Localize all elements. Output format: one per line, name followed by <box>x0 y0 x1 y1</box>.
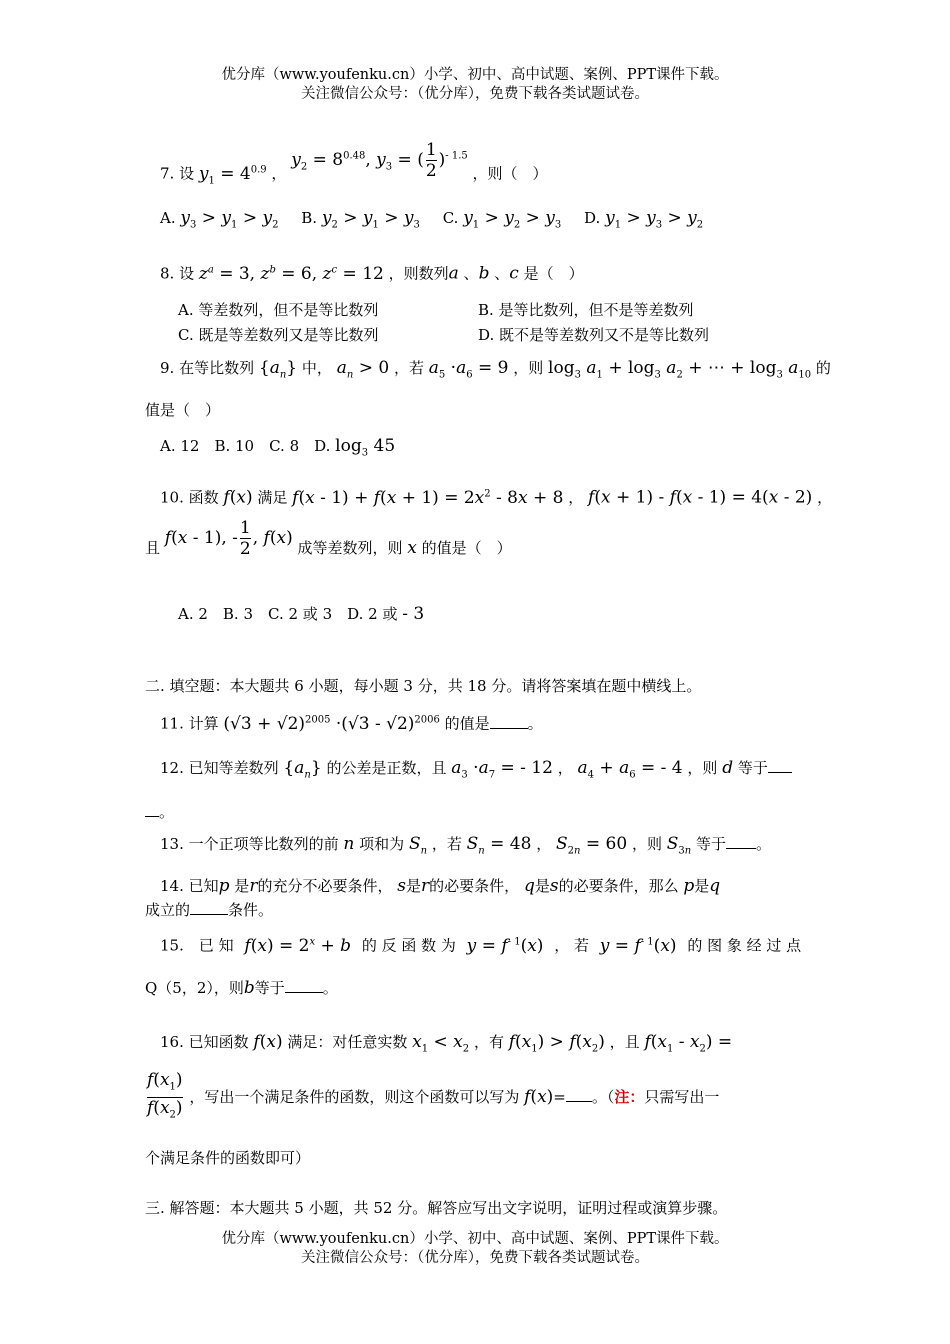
q10-line-2: 且 f(x - 1), - $\frac{1}{2}$ , f(x) 成等差数列，则 x 的值是（ ） <box>145 518 512 559</box>
question-13: 13. 一个正项等比数列的前 n 项和为 $S_n$ ，若 $S_n = 48$ ， $S_{2n} = 60$ ，则 $S_{3n}$ 等于 。 <box>160 834 772 857</box>
section-2-heading: 二. 填空题：本大题共 6 小题，每小题 3 分，共 18 分。请将答案填在题中横线上。 <box>145 677 702 695</box>
question-11: 11. 计算 $(√3 + √2)^{2005} \cdot(√3 - √2)^{2006}$ 的值是 。 <box>160 713 543 734</box>
q16-note-label: 注： <box>614 1087 645 1106</box>
q7-option-c: $y_1 > y_2 > y_3$ <box>463 208 562 231</box>
question-7-options: A. $y_3 > y_1 > y_2$ B. $y_2 > y_1 > y_3$ C. $y_1 > y_2 > y_3$ D. $y_1 > y_3 > y_2$ <box>160 208 704 231</box>
q12-line-2: 。 <box>145 800 174 824</box>
q8-option-b: B. 是等比数列，但不是等差数列 <box>478 301 694 319</box>
q10-equation-1: $f(x - 1) + f(x + 1) = 2x^2 - 8x + 8$ <box>292 487 564 508</box>
question-16: 16. 已知函数 f(x) 满足：对任意实数 $x_1 < x_2$ ，有 $f(x_1) > f(x_2)$ ，且 $f(x_1 - x_2)$ = <box>160 1032 733 1055</box>
q7-option-d: $y_1 > y_3 > y_2$ <box>605 208 704 231</box>
q8-option-d: D. 既不是等差数列又不是等比数列 <box>478 326 710 344</box>
question-15: 15. 已 知 $f(x) = 2^x + b$ 的 反 函 数 为 $y = f^{- 1}(x)$ ， 若 $y = f^{- 1}(x)$ 的 图 象 经 过 点 <box>160 935 802 956</box>
q7-y2-y3: $y_2 = 8^{0.48}$, $y_3$ = ( $\frac{1}{2}$ )$^{- 1.5}$ <box>291 139 468 181</box>
question-12: 12. 已知等差数列 $\{a_n\}$ 的公差是正数，且 $a_3 \cdot a_7$ = - 12 ， $a_4 + a_6$ = - 4 ，则 d 等于 <box>160 756 792 787</box>
q10-fraction-half: $\frac{1}{2}$ <box>239 518 251 559</box>
q8-condition: $z^a = 3$, $z^b = 6$, $z^c = 12$ <box>198 263 384 284</box>
question-8: 8. 设 $z^a = 3$, $z^b = 6$, $z^c = 12$ ，则数列a 、b 、c 是（ ） <box>160 263 584 284</box>
q7-option-a: $y_3 > y_1 > y_2$ <box>180 208 279 231</box>
q11-expression: $(√3 + √2)^{2005} \cdot(√3 - √2)^{2006}$ <box>223 713 440 734</box>
q9-line-2: 值是（ ） <box>145 401 221 419</box>
q10-options: A. 2 B. 3 C. 2 或 3 D. 2 或 - 3 <box>178 604 425 624</box>
q16-line-3: 个满足条件的函数即可） <box>145 1149 311 1167</box>
q10-sequence: f(x - 1), - $\frac{1}{2}$ , f(x) <box>164 518 293 559</box>
q7-option-b: $y_2 > y_1 > y_3$ <box>321 208 420 231</box>
q15-line-2: Q（5，2），则b等于 。 <box>145 978 338 998</box>
q11-answer-blank[interactable] <box>490 728 528 729</box>
q16-line-2: $\frac{f(x_1)}{f(x_2)}$ ，写出一个满足条件的函数，则这个函数可以写为 f(x)= 。（注：只需写出一 <box>145 1070 719 1126</box>
header-line-1: 优分库（www.youfenku.cn）小学、初中、高中试题、案例、PPT课件下载。 <box>221 67 729 83</box>
q9-log-sum: $\log_3 a_1 + \log_3 a_2$ + ⋯ + $\log_3 a_{10}$ <box>548 358 812 381</box>
q7-fraction-half: $\frac{1}{2}$ <box>425 139 437 181</box>
question-10: 10. 函数 f(x) 满足 $f(x - 1) + f(x + 1) = 2x^2 - 8x + 8$ ， f(x + 1) - f(x - 1) = 4(x - 2) ， <box>160 487 833 508</box>
q16-answer-blank[interactable] <box>566 1101 592 1102</box>
question-14: 14. 已知p 是r的充分不必要条件， s是r的必要条件， q是s的必要条件，那么 p是q <box>160 876 721 896</box>
q9-options: A. 12 B. 10 C. 8 D. $\log_3 45$ <box>160 436 396 459</box>
question-9: 9. 在等比数列 $\{a_n\}$ 中， $a_n > 0$ ，若 $a_5 \cdot a_6 = 9$ ，则 $\log_3 a_1 + \log_3 a_2$ + ⋯ + $\log_3 a_{10}$ 的 <box>160 358 831 381</box>
footer-line-2: 关注微信公众号：（优分库），免费下载各类试题试卷。 <box>301 1250 649 1266</box>
q10-equation-2: f(x + 1) - f(x - 1) = 4(x - 2) <box>588 487 813 508</box>
header-line-2: 关注微信公众号：（优分库），免费下载各类试题试卷。 <box>301 86 649 102</box>
q12-answer-blank[interactable] <box>768 772 792 773</box>
q15-answer-blank[interactable] <box>285 992 323 993</box>
section-3-heading: 三. 解答题：本大题共 5 小题，共 52 分。解答应写出文字说明，证明过程或演算步骤。 <box>145 1199 728 1217</box>
q14-answer-blank[interactable] <box>190 914 228 915</box>
footer-line-1: 优分库（www.youfenku.cn）小学、初中、高中试题、案例、PPT课件下载。 <box>221 1231 729 1247</box>
q7-y1: $y_1 = 4^{0.9}$ <box>198 163 267 187</box>
q13-answer-blank[interactable] <box>726 848 756 849</box>
q8-option-a: A. 等差数列，但不是等比数列 <box>178 301 379 319</box>
q8-option-c: C. 既是等差数列又是等比数列 <box>178 326 379 344</box>
q14-line-2: 成立的 条件。 <box>145 901 274 919</box>
question-7: 7. 设 $y_1 = 4^{0.9}$ ， $y_2 = 8^{0.48}$, $y_3$ = ( $\frac{1}{2}$ )$^{- 1.5}$ ，则（ ） <box>160 139 548 187</box>
q16-fraction: $\frac{f(x_1)}{f(x_2)}$ <box>147 1070 183 1126</box>
